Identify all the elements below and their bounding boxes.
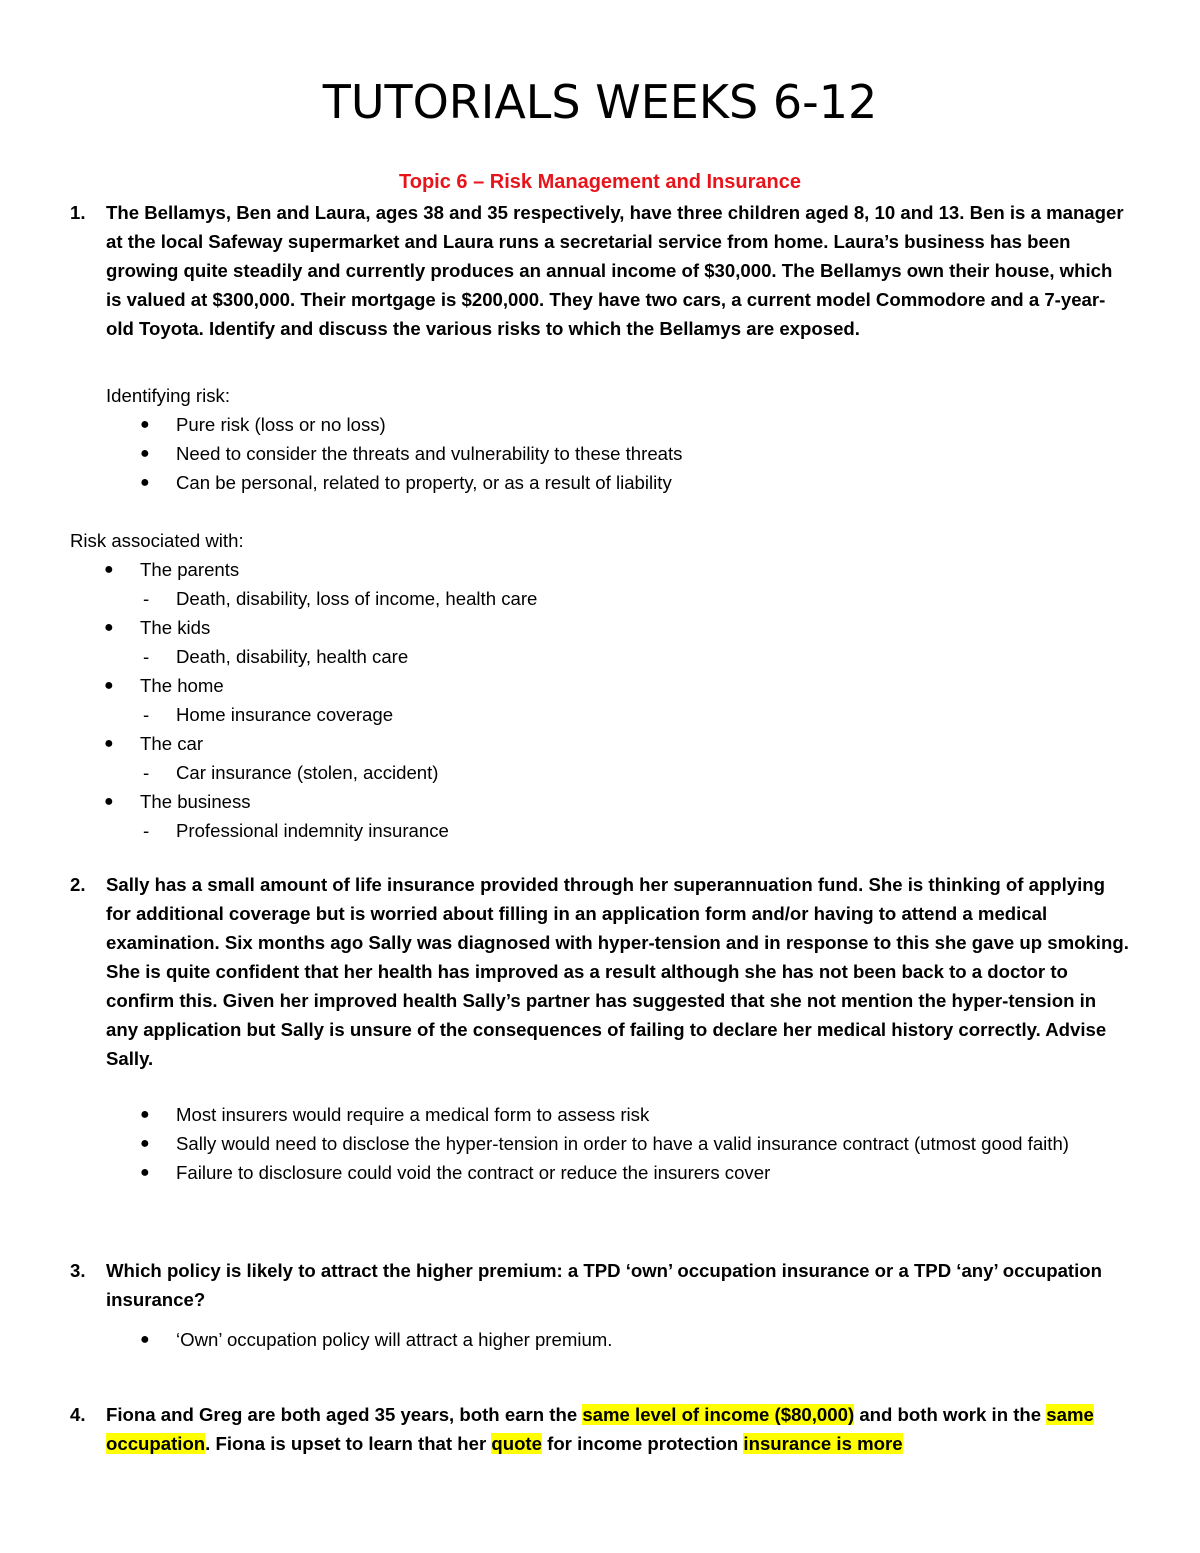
bullet-icon: ● — [140, 1106, 150, 1123]
list-item: ● The business — [70, 787, 970, 816]
list-item: ● Need to consider the threats and vulnerability to these threats — [140, 439, 1100, 468]
list-item: ● Can be personal, related to property, or as a result of liability — [140, 468, 1100, 497]
bullet-icon: ● — [104, 677, 114, 694]
list-item: - Professional indemnity insurance — [70, 816, 970, 845]
list-item: ● Pure risk (loss or no loss) — [140, 410, 1100, 439]
list-item: ● ‘Own’ occupation policy will attract a higher premium. — [140, 1325, 1100, 1354]
risk-groups — [70, 555, 970, 845]
question-text: The Bellamys, Ben and Laura, ages 38 and 35 respectively, have three children aged 8, 10 and 13. Ben is a manager at the local Safeway supermarket and Laura runs a secretarial service from home. Laura’s business has been growing quite steadily and currently produces an annual income of $30,000. The Bellamys own their house, which is valued at $300,000. Their mortgage is $200,000. They have two cars, a current model Commodore and a 7-year-old Toyota. Identify and discuss the various risks to which the Bellamys are exposed. — [106, 202, 1124, 339]
bullet-icon: ● — [104, 793, 114, 810]
question-3-answers — [140, 1325, 1100, 1354]
list-item: - Car insurance (stolen, accident) — [70, 758, 970, 787]
bullet-icon: ● — [140, 1164, 150, 1181]
bullet-icon: ● — [140, 445, 150, 462]
dash-icon: - — [143, 646, 150, 667]
highlight: quote — [491, 1433, 542, 1454]
list-item: ● Failure to disclosure could void the contract or reduce the insurers cover — [140, 1158, 1120, 1187]
question-text: Which policy is likely to attract the higher premium: a TPD ‘own’ occupation insurance or a TPD ‘any’ occupation insurance? — [106, 1260, 1102, 1310]
dash-icon: - — [143, 762, 150, 783]
highlight: insurance is more — [743, 1433, 903, 1454]
list-item: - Home insurance coverage — [70, 700, 970, 729]
question-number: 4. — [70, 1404, 86, 1425]
question-2 — [70, 870, 1130, 1073]
question-2-answers — [140, 1100, 1120, 1187]
topic-heading: Topic 6 – Risk Management and Insurance — [399, 171, 801, 193]
question-text: Fiona and Greg are both aged 35 years, both earn the same level of income ($80,000) and both work in the same occupation. Fiona is upset to learn that her quote for income protection insurance is more — [106, 1404, 1094, 1454]
list-item: ● Most insurers would require a medical form to assess risk — [140, 1100, 1120, 1129]
list-item: ● The car — [70, 729, 970, 758]
bullet-icon: ● — [140, 1135, 150, 1152]
list-item: ● The parents — [70, 555, 970, 584]
list-item: - Death, disability, loss of income, health care — [70, 584, 970, 613]
bullet-icon: ● — [140, 416, 150, 433]
question-3 — [70, 1256, 1130, 1314]
bullet-icon: ● — [104, 735, 114, 752]
identifying-risk-label: Identifying risk: — [106, 385, 231, 406]
list-item: ● The home — [70, 671, 970, 700]
question-number: 2. — [70, 874, 86, 895]
list-item: ● Sally would need to disclose the hyper-tension in order to have a valid insurance contract (utmost good faith) — [140, 1129, 1120, 1158]
list-item: - Death, disability, health care — [70, 642, 970, 671]
question-4 — [70, 1400, 1130, 1458]
risk-associated-label: Risk associated with: — [70, 530, 244, 551]
bullet-icon: ● — [104, 561, 114, 578]
highlight: same occupation — [106, 1404, 1094, 1454]
highlight: same level of income ($80,000) — [582, 1404, 855, 1425]
identifying-risk-list — [140, 410, 1100, 497]
bullet-icon: ● — [140, 474, 150, 491]
dash-icon: - — [143, 588, 150, 609]
dash-icon: - — [143, 704, 150, 725]
question-1 — [70, 198, 1130, 343]
question-number: 1. — [70, 202, 86, 223]
question-number: 3. — [70, 1260, 86, 1281]
bullet-icon: ● — [140, 1331, 150, 1348]
list-item: ● The kids — [70, 613, 970, 642]
question-text: Sally has a small amount of life insurance provided through her superannuation fund. She is thinking of applying for additional coverage but is worried about filling in an application form and/or having to attend a medical examination. Six months ago Sally was diagnosed with hyper-tension and in response to this she gave up smoking. She is quite confident that her health has improved as a result although she has not been back to a doctor to confirm this. Given her improved health Sally’s partner has suggested that she not mention the hyper-tension in any application but Sally is unsure of the consequences of failing to declare her medical history correctly. Advise Sally. — [106, 874, 1129, 1069]
dash-icon: - — [143, 820, 150, 841]
page-title: TUTORIALS WEEKS 6-12 — [322, 75, 878, 129]
bullet-icon: ● — [104, 619, 114, 636]
